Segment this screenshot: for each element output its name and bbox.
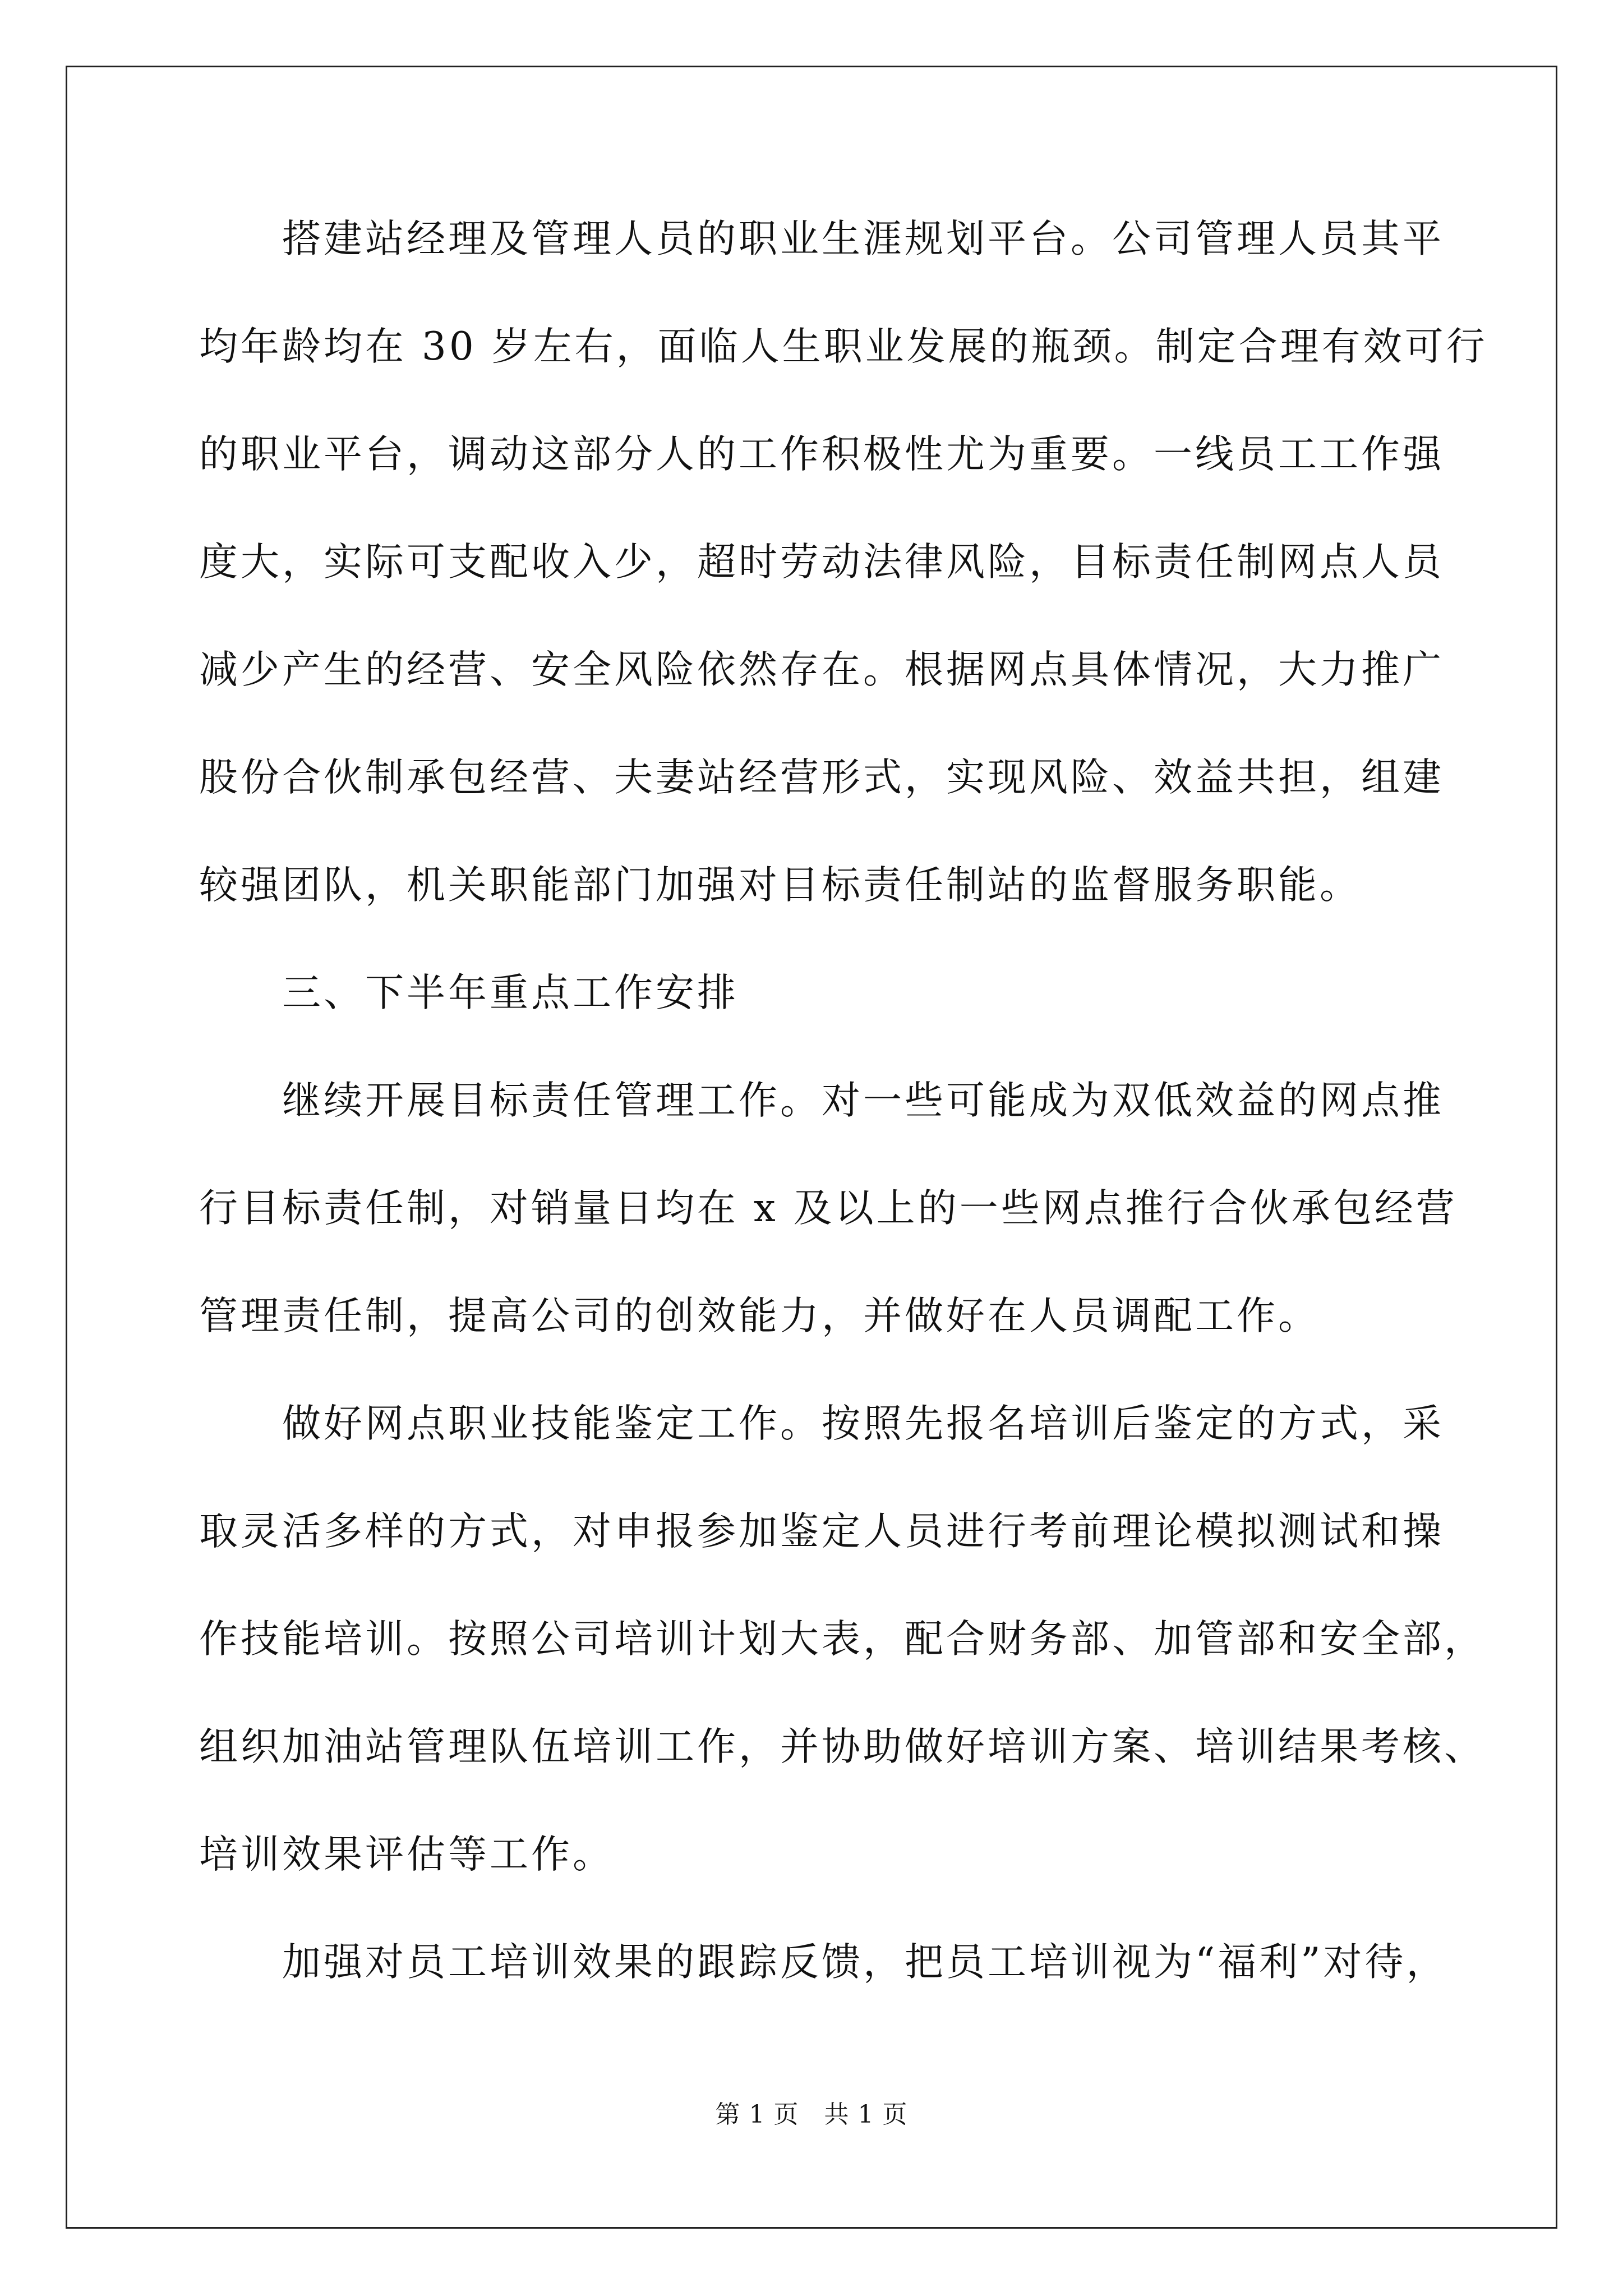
paragraph-line: 作技能培训。按照公司培训计划大表，配合财务部、加管部和安全部， (199, 1617, 1486, 1662)
paragraph-line: 管理责任制，提高公司的创效能力，并做好在人员调配工作。 (199, 1294, 1320, 1338)
paragraph-line: 做好网点职业技能鉴定工作。按照先报名培训后鉴定的方式，采 (282, 1401, 1444, 1446)
paragraph-line: 均年龄均在 30 岁左右，面临人生职业发展的瓶颈。制定合理有效可行 (199, 324, 1488, 369)
paragraph-line: 继续开展目标责任管理工作。对一些可能成为双低效益的网点推 (282, 1078, 1444, 1123)
paragraph-line: 组织加油站管理队伍培训工作，并协助做好培训方案、培训结果考核、 (199, 1724, 1486, 1769)
page-number: 第 1 页 (715, 2100, 799, 2129)
section-heading: 三、下半年重点工作安排 (282, 970, 739, 1015)
paragraph-line: 加强对员工培训效果的跟踪反馈，把员工培训视为“福利”对待， (282, 1940, 1448, 1985)
page-frame (66, 66, 1557, 2229)
paragraph-line: 取灵活多样的方式，对申报参加鉴定人员进行考前理论模拟测试和操 (199, 1509, 1444, 1554)
paragraph-line: 培训效果评估等工作。 (199, 1832, 614, 1877)
paragraph-line: 行目标责任制，对销量日均在 x 及以上的一些网点推行合伙承包经营 (199, 1186, 1458, 1231)
paragraph-line: 股份合伙制承包经营、夫妻站经营形式，实现风险、效益共担，组建 (199, 755, 1444, 800)
page-footer (0, 2098, 1623, 2132)
page-total: 共 1 页 (824, 2100, 908, 2129)
paragraph-line: 的职业平台，调动这部分人的工作积极性尤为重要。一线员工工作强 (199, 432, 1444, 477)
paragraph-line: 较强团队，机关职能部门加强对目标责任制站的监督服务职能。 (199, 863, 1361, 908)
paragraph-line: 度大，实际可支配收入少，超时劳动法律风险，目标责任制网点人员 (199, 540, 1444, 585)
paragraph-line: 减少产生的经营、安全风险依然存在。根据网点具体情况，大力推广 (199, 647, 1444, 692)
paragraph-line: 搭建站经理及管理人员的职业生涯规划平台。公司管理人员其平 (282, 217, 1444, 261)
